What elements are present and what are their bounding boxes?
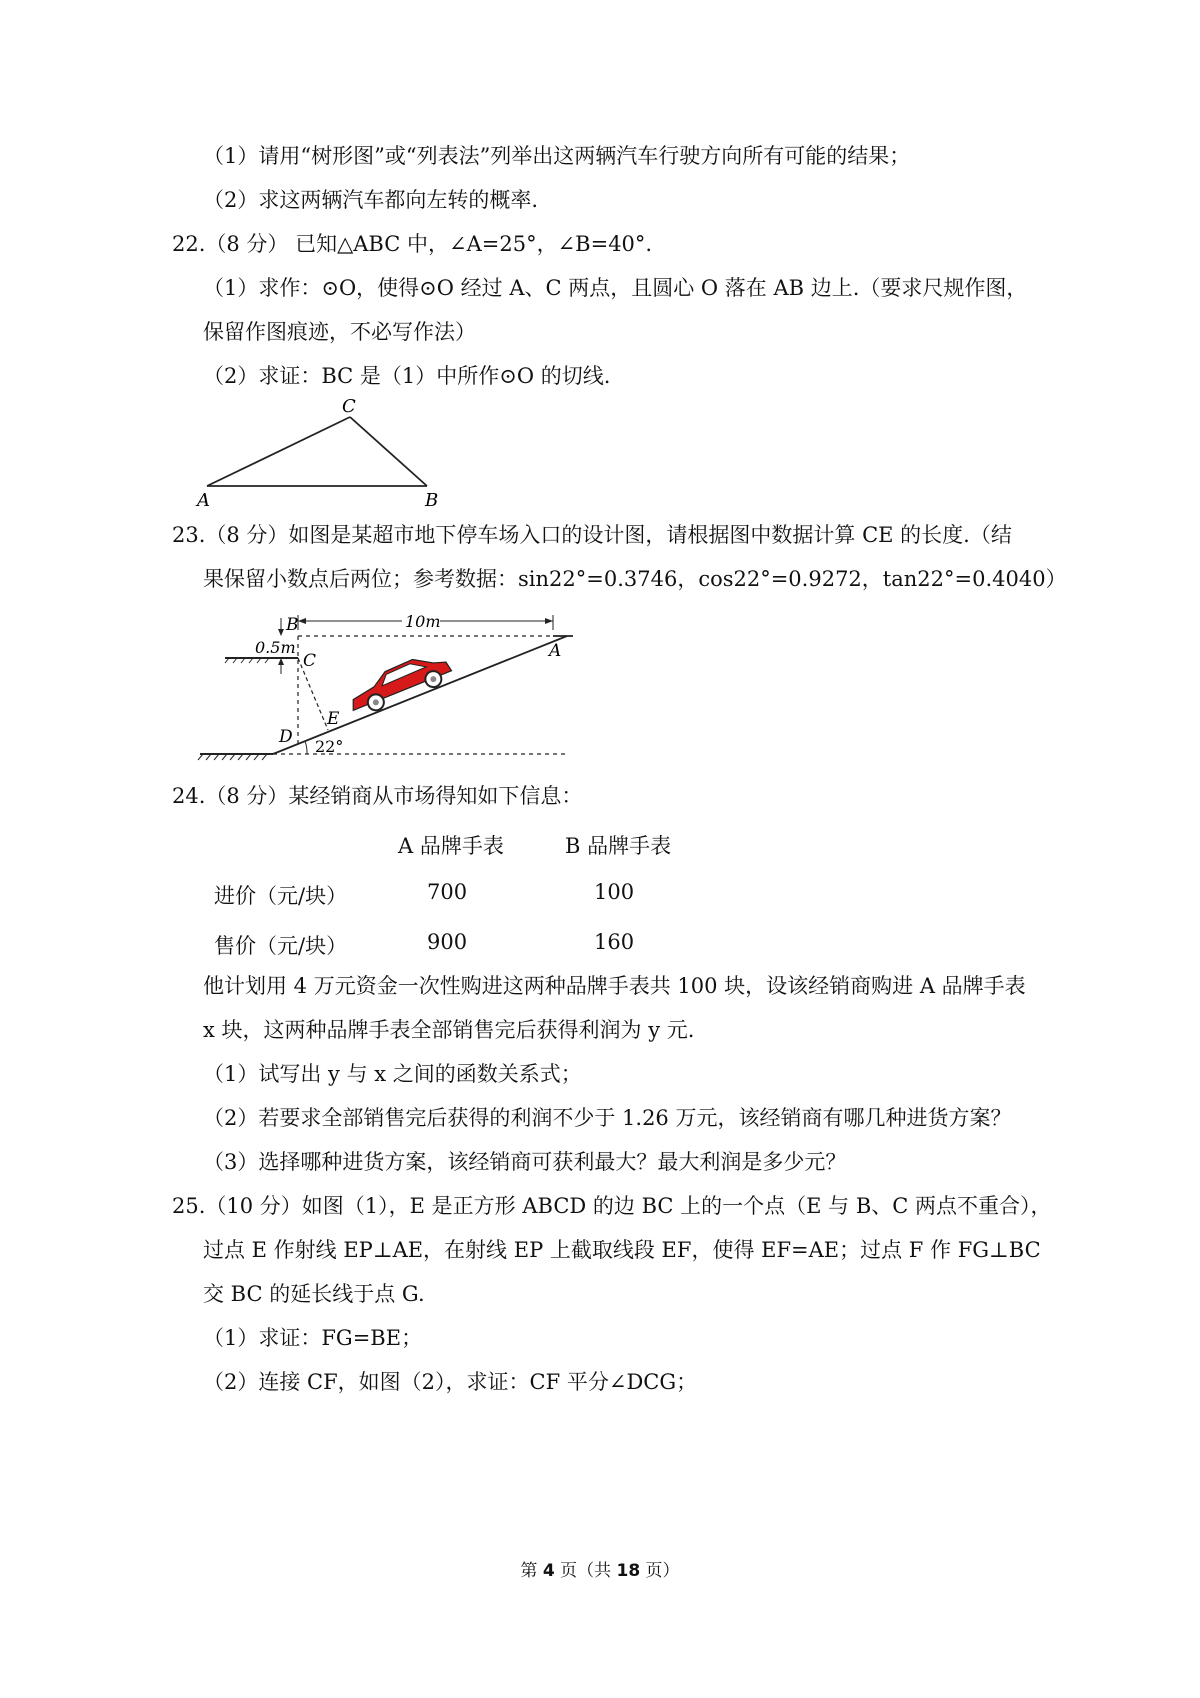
- label-0-5m: 0.5m: [255, 638, 296, 657]
- footer-post: 页）: [640, 1561, 680, 1581]
- label-c: C: [303, 651, 317, 671]
- q21-part2: （2）求这两辆汽车都向左转的概率.: [203, 188, 539, 212]
- label-a: A: [197, 490, 210, 511]
- table-cell-cost-a: 700: [427, 880, 468, 904]
- q24-part1: （1）试写出 y 与 x 之间的函数关系式；: [203, 1062, 582, 1086]
- q24-stem: 24.（8 分）某经销商从市场得知如下信息：: [172, 784, 583, 808]
- q24-desc-line2: x 块，这两种品牌手表全部销售完后获得利润为 y 元.: [203, 1018, 695, 1042]
- q25-stem-line3: 交 BC 的延长线于点 G.: [203, 1282, 425, 1306]
- table-cell-cost-b: 100: [594, 880, 635, 904]
- label-e: E: [327, 709, 340, 729]
- q24-part3: （3）选择哪种进货方案，该经销商可获利最大？最大利润是多少元？: [203, 1150, 847, 1174]
- footer-pre: 第: [520, 1561, 543, 1581]
- q25-stem-line2: 过点 E 作射线 EP⊥AE，在射线 EP 上截取线段 EF，使得 EF=AE；过点 F 作 FG⊥BC: [203, 1238, 1041, 1262]
- label-b: B: [425, 490, 439, 511]
- footer-mid: 页（共: [554, 1561, 617, 1581]
- table-cell-price-a: 900: [427, 930, 468, 954]
- q25-part1: （1）求证：FG=BE；: [203, 1326, 423, 1350]
- q22-stem: 22.（8 分） 已知△ABC 中，∠A=25°，∠B=40°.: [172, 232, 653, 256]
- q21-part1: （1）请用“树形图”或“列表法”列举出这两辆汽车行驶方向所有可能的结果；: [203, 144, 911, 168]
- q22-part2: （2）求证：BC 是（1）中所作⊙O 的切线.: [203, 364, 611, 388]
- footer-page-number: 4: [542, 1561, 555, 1581]
- q22-part1-line1: （1）求作：⊙O，使得⊙O 经过 A、C 两点，且圆心 O 落在 AB 边上.（要求尺规作图，: [203, 276, 1028, 300]
- watch-price-table: [0, 830, 1200, 960]
- label-a: A: [549, 641, 562, 661]
- table-row-label-price: 售价（元/块）: [214, 934, 348, 958]
- label-angle: 22°: [315, 737, 344, 756]
- table-row-label-cost: 进价（元/块）: [214, 884, 348, 908]
- triangle-abc-figure: [195, 398, 455, 516]
- q25-part2: （2）连接 CF，如图（2），求证：CF 平分∠DCG；: [203, 1370, 698, 1394]
- table-header-b: B 品牌手表: [565, 834, 672, 858]
- table-cell-price-b: 160: [594, 930, 635, 954]
- parking-ramp-figure: [195, 600, 585, 762]
- car-icon: [344, 648, 455, 719]
- table-header-a: A 品牌手表: [398, 834, 504, 858]
- q25-stem-line1: 25.（10 分）如图（1），E 是正方形 ABCD 的边 BC 上的一个点（E 与 B、C 两点不重合），: [172, 1194, 1052, 1218]
- label-d: D: [279, 727, 293, 747]
- q23-stem-line1: 23.（8 分）如图是某超市地下停车场入口的设计图，请根据图中数据计算 CE 的长度.（结: [172, 523, 1012, 547]
- q24-desc-line1: 他计划用 4 万元资金一次性购进这两种品牌手表共 100 块，设该经销商购进 A 品牌手表: [203, 974, 1026, 998]
- q23-stem-line2: 果保留小数点后两位；参考数据：sin22°=0.3746，cos22°=0.9272，tan22°=0.4040）: [203, 567, 1067, 591]
- page-footer: [0, 1556, 1200, 1581]
- label-c: C: [342, 398, 356, 417]
- q24-part2: （2）若要求全部销售完后获得的利润不少于 1.26 万元，该经销商有哪几种进货方案？: [203, 1106, 1012, 1130]
- label-10m: 10m: [405, 612, 441, 631]
- label-b: B: [286, 615, 299, 635]
- footer-total-pages: 18: [616, 1561, 641, 1581]
- q22-part1-line2: 保留作图痕迹，不必写作法）: [203, 320, 476, 344]
